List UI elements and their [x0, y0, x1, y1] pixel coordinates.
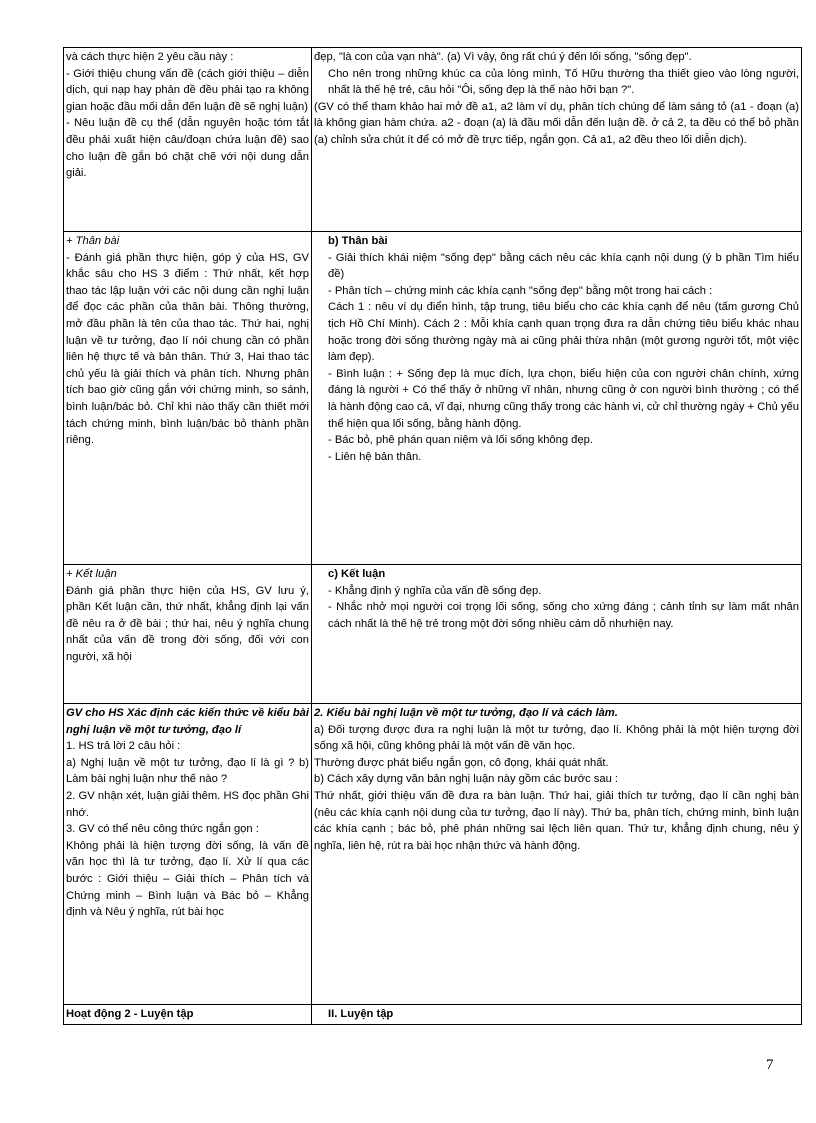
section-heading: b) Thân bài — [328, 235, 388, 247]
teacher-activity-cell — [64, 48, 312, 232]
cell-text: - Nhắc nhở mọi người coi trọng lối sống, sống cho xứng đáng ; cảnh tỉnh sự làm mất nhân cách nhất là thế hệ trẻ trong một đời sống nhiều cám dỗ nhưhiện nay. — [328, 601, 799, 630]
section-heading — [312, 1005, 802, 1025]
page-number: 7 — [766, 1057, 774, 1073]
cell-text: (GV có thể tham khảo hai mở đề a1, a2 làm ví dụ, phân tích chúng để làm sáng tỏ (a1 - đoạn (a) là không gian hàm chứa. a2 - đoạn (a) là đầu mối dẫn đến luận đề. ở cả 2, ta đều có thể bỏ phần (a) chỉnh sửa chút ít để có mở đề trực tiếp, ngắn gọn. Cả a1, a2 đều theo lối diễn dịch). — [314, 100, 799, 146]
lesson-table — [63, 47, 802, 1025]
cell-text: - Giải thích khái niệm "sống đẹp" bằng cách nêu các khía cạnh nội dung (ý b phần Tìm hiểu đề) — [328, 251, 799, 281]
content-cell — [312, 704, 802, 1005]
content-cell — [312, 565, 802, 704]
cell-text: Cách 1 : nêu ví dụ điển hình, tập trung, tiêu biểu cho các khía cạnh để nêu (tấm gương Chủ tịch Hồ Chí Minh). Cách 2 : Mỗi khía cạnh quan trọng đưa ra dẫn chứng tiêu biểu khác nhau hoặc trong đời sống thường ngày mà ai cũng phải thừa nhận (một gương người tốt, một việc làm đẹp). — [328, 301, 799, 364]
table-row — [64, 48, 802, 232]
cell-text: a) Nghị luận về một tư tưởng, đạo lí là gì ? b) Làm bài nghị luận như thế nào ? — [66, 756, 309, 786]
cell-text: - Bác bỏ, phê phán quan niệm và lối sống không đẹp. — [328, 434, 593, 447]
cell-text: - Khẳng định ý nghĩa của vấn đề sống đẹp. — [328, 584, 542, 597]
cell-text: 2. GV nhận xét, luận giải thêm. HS đọc phần Ghi nhớ. — [66, 789, 309, 819]
section-heading: c) Kết luận — [328, 568, 386, 580]
cell-text: Thứ nhất, giới thiệu vấn đề đưa ra bàn luận. Thứ hai, giải thích tư tưởng, đạo lí cần nghị bàn (nêu các khía cạnh nội dung của tư tưởng, đạo lí này). Thứ ba, phân tích, chứng minh, bình luận các khía cạnh ; bác bỏ, phê phán những sai lệch liên quan. Thứ tư, khẳng định chung, nêu ý nghĩa, liên hệ, rút ra bài học nhận thức và hành động. — [314, 789, 799, 852]
cell-text: Thường được phát biểu ngắn gọn, cô đọng, khái quát nhất. — [314, 756, 609, 769]
cell-text: b) Cách xây dựng văn bản nghị luận này gồm các bước sau : — [314, 773, 619, 786]
teacher-activity-cell — [64, 232, 312, 565]
content-cell — [312, 232, 802, 565]
practice-heading: II. Luyện tập — [328, 1008, 394, 1020]
section-heading: + Thân bài — [66, 235, 120, 247]
teacher-activity-cell — [64, 704, 312, 1005]
cell-text: Đánh giá phần thực hiện của HS, GV lưu ý, phần Kết luận cần, thứ nhất, khẳng định lại vấn đề nêu ra ở đề bài ; thứ hai, nêu ý nghĩa chung nhất của vấn đề trong đời sống, đối với con người, xã hội — [66, 584, 309, 663]
section-heading: 2. Kiểu bài nghị luận về một tư tưởng, đạo lí và cách làm. — [314, 707, 618, 719]
table-row — [64, 704, 802, 1005]
table-row — [64, 232, 802, 565]
teacher-activity-cell — [64, 565, 312, 704]
content-cell — [312, 48, 802, 232]
cell-text: - Bình luận : + Sống đẹp là mục đích, lựa chọn, biểu hiện của con người chân chính, xứng đáng là người + Có thể thấy ở những vĩ nhân, nhưng cũng ở con người bình thường ; có thể là hành động cao cả, vĩ đại, nhưng cũng thấy trong các hành vi, cử chỉ thường ngày + Chủ yếu thể hiện qua lối sống, bằng hành động. — [328, 367, 799, 430]
cell-text: Cho nên trong những khúc ca của lòng mình, Tố Hữu thường tha thiết gieo vào lòng người, nhất là thế hệ trẻ, câu hỏi "Ôi, sống đẹp là thế nào hỡi bạn ?". — [328, 67, 799, 97]
cell-text: a) Đối tượng được đưa ra nghị luận là một tư tưởng, đạo lí. Không phải là một hiện tượng đời sống xã hội, cũng không phải là một vấn đề văn học. — [314, 723, 799, 753]
cell-text: - Nêu luận đề cụ thể (dẫn nguyên hoặc tóm tắt đều phải xuất hiện câu/đoạn chứa luận đề) sao cho luận đề gắn bó chặt chẽ với nội dung dẫn giải. — [66, 117, 309, 180]
section-heading: + Kết luận — [66, 568, 117, 580]
cell-text: - Giới thiệu chung vấn đề (cách giới thiệu – diễn dịch, qui nạp hay phản đề đều phải tạo ra không gian hoặc đầu mối dẫn đến luận đề sẽ nghị luận) — [66, 67, 309, 113]
cell-text: - Phân tích – chứng minh các khía cạnh "sống đẹp" bằng một trong hai cách : — [328, 284, 713, 297]
cell-text: - Liên hệ bản thân. — [328, 450, 422, 463]
table-row — [64, 565, 802, 704]
cell-text: 1. HS trả lời 2 câu hỏi : — [66, 740, 181, 753]
cell-text: Không phải là hiện tượng đời sống, là vấn đề văn học thì là tư tưởng, đạo lí. Xử lí qua các bước : Giới thiệu – Giải thích – Phân tích và Chứng minh – Bình luận và Bác bỏ – Khẳng định và Nêu ý nghĩa, rút bài học — [66, 839, 309, 919]
activity-heading: Hoạt động 2 - Luyện tập — [64, 1005, 312, 1025]
cell-text: 3. GV có thể nêu công thức ngắn gọn : — [66, 823, 259, 836]
cell-text: và cách thực hiện 2 yêu cầu này : — [66, 51, 234, 63]
cell-text: đẹp, "là con của vạn nhà". (a) Vì vậy, ông rất chú ý đến lối sống, "sống đẹp". — [314, 51, 692, 63]
cell-text: - Đánh giá phần thực hiện, góp ý của HS, GV khắc sâu cho HS 3 điểm : Thứ nhất, kết hợp thao tác lập luận với các nội dung cần nghị luận để đọc các phần của thân bài. Thông thường, mở đầu phần là tên của thao tác. Thứ hai, nghị luận về tư tưởng, đạo lí nói chung cần có phần liên hệ thực tế và bản thân. Thứ 3, Hai thao tác chủ yếu là giải thích và phân tích. Nhưng phân tích bao giờ cũng gắn với chứng minh, so sánh, bình luận/bác bỏ. Chỉ khi nào thấy cần thiết mới tách chứng minh, bình luận/bác bỏ thành phần riêng. — [66, 251, 309, 447]
section-heading: GV cho HS Xác định các kiến thức về kiểu bài nghị luận về một tư tưởng, đạo lí — [66, 707, 310, 736]
table-row — [64, 1005, 802, 1025]
